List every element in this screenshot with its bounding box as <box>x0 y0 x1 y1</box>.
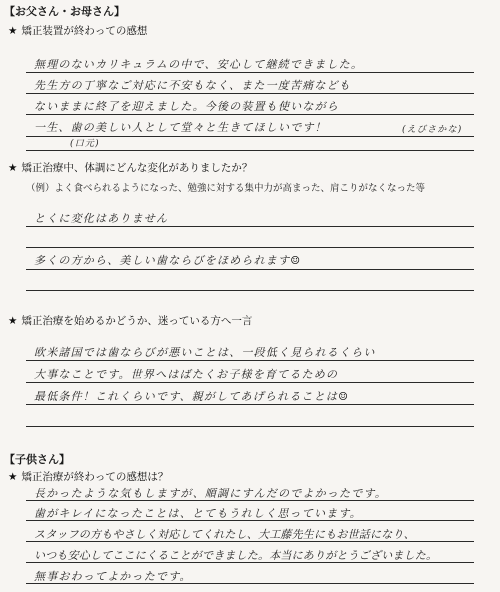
handwritten-answer: いつも安心してここにくることができました。本当にありがとうございました。 <box>34 549 438 562</box>
star-icon: ★ <box>8 315 18 327</box>
star-icon: ★ <box>8 25 18 37</box>
answer-line <box>26 360 474 361</box>
handwritten-answer: 最低条件！これくらいです、親がしてあげられることは☺ <box>34 390 350 403</box>
handwritten-answer: スタッフの方もやさしく対応してくれたし、大工藤先生にもお世話になり、 <box>34 528 415 541</box>
answer-line <box>26 404 474 405</box>
parents-section-header: 【お父さん・お母さん】 <box>4 5 125 18</box>
handwritten-answer: ないままに終了を迎えました。今後の装置も使いながら <box>34 100 339 113</box>
answer-line <box>26 269 474 270</box>
handwritten-note: (えびさかな) <box>402 125 463 135</box>
answer-line <box>26 93 474 94</box>
answer-line <box>26 114 474 115</box>
question-text: 矯正治療を始めるかどうか、迷っている方へ一言 <box>21 315 253 327</box>
handwritten-answer: 多くの方から、美しい歯ならびをほめられます☺ <box>34 254 302 267</box>
handwritten-answer: 欧米諸国では歯ならびが悪いことは、一段低く見られるくらい <box>34 346 376 359</box>
handwritten-answer: 無事おわってよかったです。 <box>34 570 192 583</box>
handwritten-answer: 歯がキレイになったことは、とてもうれしく思っています。 <box>34 507 362 520</box>
handwritten-answer: 一生、歯の美しい人として堂々と生きてほしいです！ <box>34 121 327 134</box>
handwritten-answer: 大事なことです。世界へはばたくお子様を育てるための <box>34 368 339 381</box>
example-text: （例）よく食べられるようになった、勉強に対する集中力が高まった、肩こりがなくなった等 <box>26 183 426 194</box>
handwritten-answer: とくに変化はありません <box>34 212 169 225</box>
child-question-1 <box>8 469 168 484</box>
question-text: 矯正治療が終わっての感想は？ <box>21 471 169 483</box>
handwritten-note: (口元) <box>70 139 100 149</box>
answer-line <box>26 72 474 73</box>
handwritten-answer: 長かったような気もしますが、順調にすんだのでよかったです。 <box>34 487 387 500</box>
child-section-header: 【子供さん】 <box>4 453 70 466</box>
star-icon: ★ <box>8 162 18 174</box>
parents-question-2 <box>8 160 252 175</box>
answer-line <box>26 426 474 427</box>
answer-line <box>26 150 474 151</box>
question-text: 矯正装置が終わっての感想 <box>21 25 148 37</box>
parents-question-1 <box>8 23 147 38</box>
answer-line <box>26 247 474 248</box>
answer-line <box>26 226 474 227</box>
question-text: 矯正治療中、体調にどんな変化がありましたか？ <box>21 162 253 174</box>
answer-line <box>26 382 474 383</box>
parents-question-3 <box>8 313 252 328</box>
star-icon: ★ <box>8 471 18 483</box>
handwritten-answer: 無理のないカリキュラムの中で、安心して継続できました。 <box>34 58 364 71</box>
handwritten-answer: 先生方の丁寧なご対応に不安もなく、また一度苦痛なども <box>34 79 351 92</box>
answer-line <box>26 290 474 291</box>
